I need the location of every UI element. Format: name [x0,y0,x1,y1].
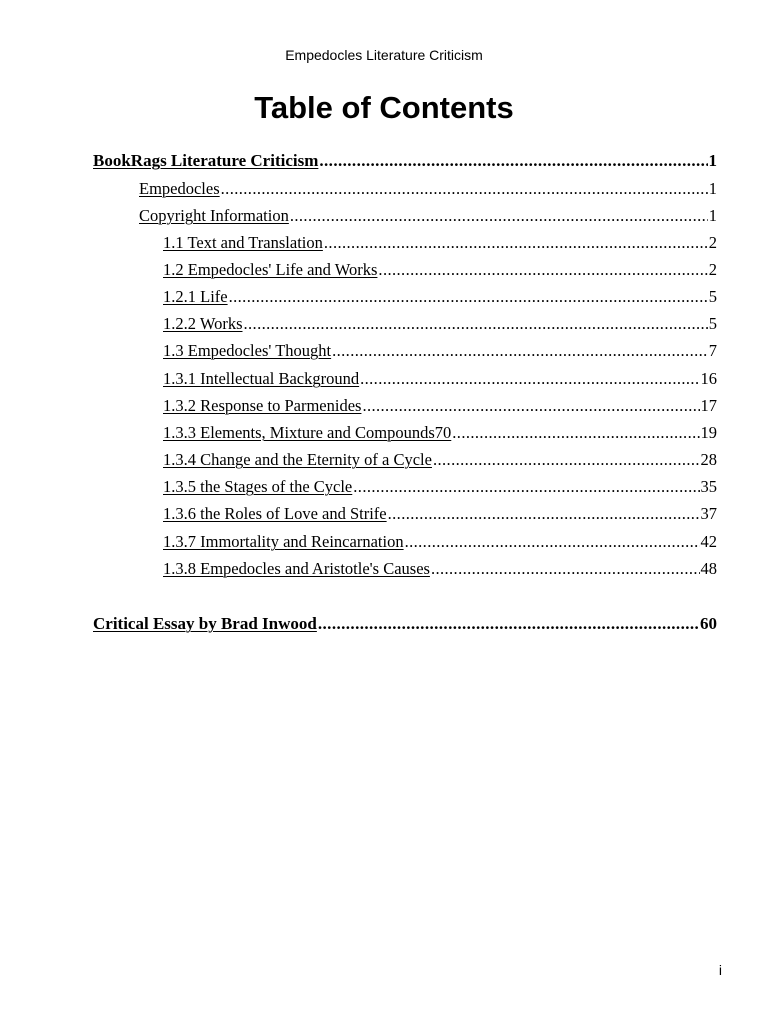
toc-entry-1-3-4[interactable] [163,450,717,472]
toc-page-number: 37 [700,504,717,523]
toc-entry-1-3-1[interactable] [163,369,717,391]
toc-link[interactable]: 1.3.8 Empedocles and Aristotle's Causes [163,559,430,578]
toc-entry-1-2[interactable] [163,260,717,282]
toc-page-number: 1 [708,206,717,225]
toc-page-number: 60 [700,614,717,633]
toc-entry-1-3-5[interactable] [163,477,717,499]
dot-leader [405,532,700,552]
toc-entry-1-3-6[interactable] [163,504,717,526]
toc-entry-empedocles[interactable] [139,179,717,201]
toc-page-number: 5 [708,287,717,306]
dot-leader [332,341,708,361]
toc-entry-copyright[interactable] [139,206,717,228]
dot-leader [433,450,700,470]
toc-entry-1-2-1[interactable] [163,287,717,309]
dot-leader [353,477,699,497]
toc-link[interactable]: BookRags Literature Criticism [93,151,319,170]
toc-link[interactable]: 1.3 Empedocles' Thought [163,341,332,360]
dot-leader [318,614,699,634]
toc-link[interactable]: 1.2 Empedocles' Life and Works [163,260,378,279]
dot-leader [221,179,708,199]
toc-page-number: 7 [708,341,717,360]
running-header: Empedocles Literature Criticism [285,47,483,63]
dot-leader [324,233,708,253]
page-title: Table of Contents [254,90,514,125]
page-number: i [718,962,722,978]
dot-leader [378,260,707,280]
dot-leader [431,559,700,579]
toc-entry-bookrags[interactable] [93,151,717,173]
toc-link[interactable]: 1.3.2 Response to Parmenides [163,396,362,415]
toc-page-number: 5 [708,314,717,333]
dot-leader [362,396,699,416]
toc-entry-1-3[interactable] [163,341,717,363]
toc-entry-1-1[interactable] [163,233,717,255]
toc-page-number: 48 [700,559,717,578]
toc-page-number: 17 [700,396,717,415]
toc-page-number: 35 [700,477,717,496]
toc-entry-1-3-8[interactable] [163,559,717,581]
toc-link[interactable]: 1.3.1 Intellectual Background [163,369,360,388]
toc-page-number: 16 [700,369,717,388]
toc-page-number: 2 [708,233,717,252]
toc-page-number: 19 [700,423,717,442]
toc-entry-critical-essay[interactable] [93,614,717,636]
dot-leader [244,314,708,334]
dot-leader [360,369,699,389]
toc-page-number: 28 [700,450,717,469]
dot-leader [388,504,700,524]
toc-page-number: 1 [708,179,717,198]
toc-link[interactable]: 1.3.5 the Stages of the Cycle [163,477,353,496]
toc-link[interactable]: Empedocles [139,179,220,198]
dot-leader [290,206,708,226]
toc-page-number: 2 [708,260,717,279]
toc-entry-1-3-3[interactable] [163,423,717,445]
toc-link[interactable]: 1.3.3 Elements, Mixture and Compounds70 [163,423,452,442]
toc-link[interactable]: 1.3.7 Immortality and Reincarnation [163,532,404,551]
dot-leader [452,423,699,443]
toc-link[interactable]: 1.3.6 the Roles of Love and Strife [163,504,387,523]
toc-link[interactable]: 1.3.4 Change and the Eternity of a Cycle [163,450,432,469]
toc-page-number: 42 [700,532,717,551]
dot-leader [229,287,708,307]
dot-leader [319,151,707,171]
toc-link[interactable]: Critical Essay by Brad Inwood [93,614,317,633]
toc-entry-1-3-7[interactable] [163,532,717,554]
toc-link[interactable]: 1.2.1 Life [163,287,228,306]
toc-page-number: 1 [708,151,717,170]
toc-link[interactable]: 1.2.2 Works [163,314,243,333]
toc-entry-1-3-2[interactable] [163,396,717,418]
toc-link[interactable]: 1.1 Text and Translation [163,233,323,252]
toc-link[interactable]: Copyright Information [139,206,289,225]
toc-entry-1-2-2[interactable] [163,314,717,336]
